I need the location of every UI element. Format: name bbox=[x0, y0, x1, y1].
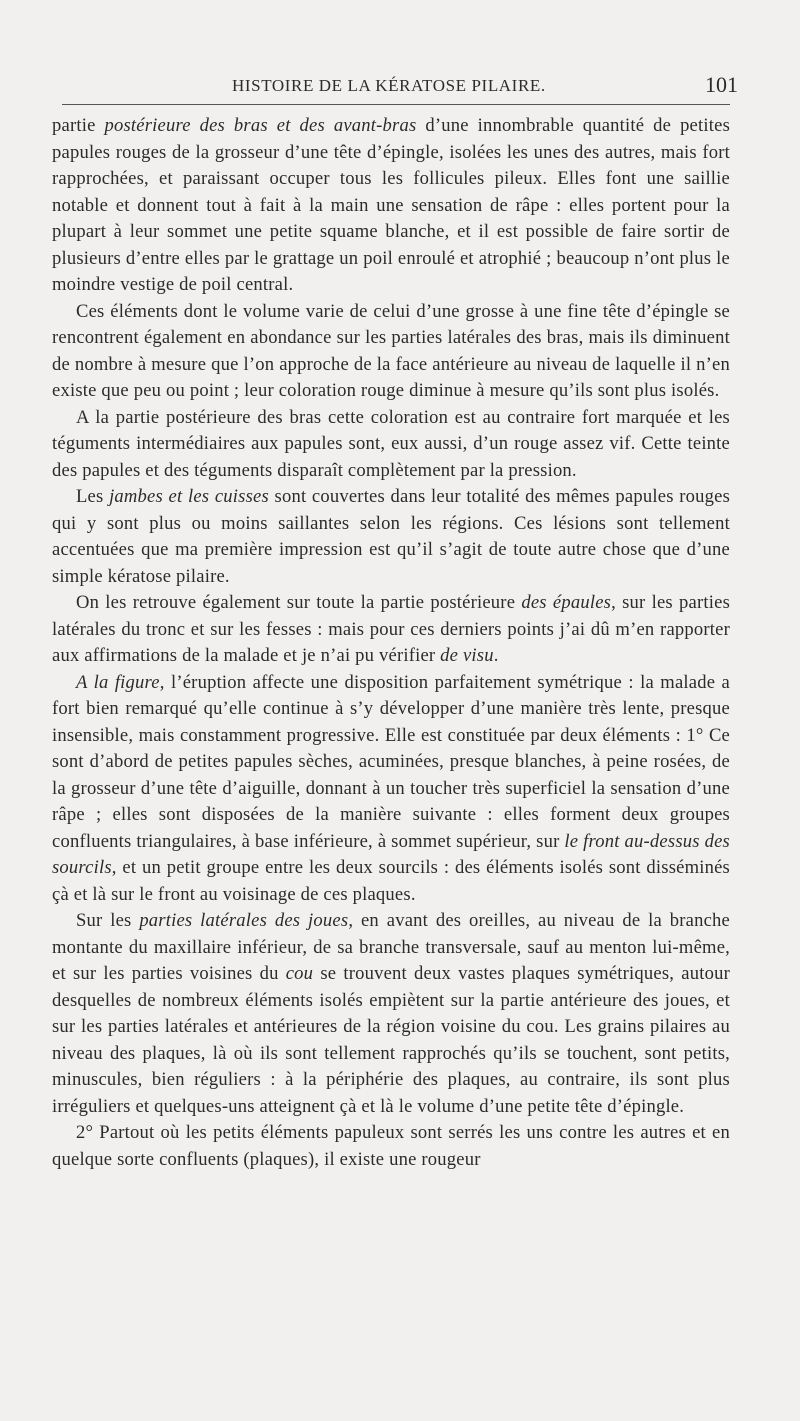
page-number: 101 bbox=[705, 72, 738, 97]
text-run: A la partie postérieure des bras cette coloration est au contraire fort marquée et les téguments intermédiaires aux papules sont, eux aussi, d’un rouge assez vif. Cette teinte des papules et des téguments disparaît complètement par la pression. bbox=[52, 406, 730, 481]
paragraph bbox=[52, 670, 730, 909]
text-run: , en avant des oreilles, au niveau de la branche montante du maxillaire inférieur, de sa branche transversale, sauf au menton lui-même, et sur les parties voisines du bbox=[52, 910, 730, 984]
italic-run: parties latérales des joues bbox=[139, 910, 349, 931]
page-header bbox=[52, 72, 738, 104]
text-run: Sur les bbox=[76, 910, 140, 931]
italic-run: le front au-dessus des sourcils bbox=[52, 830, 730, 878]
text-run: , sur les parties latérales du tronc et sur les fesses : mais pour ces derniers points j’ai dû m’en rapporter aux affirmations de la malade et je n’ai pu vérifier bbox=[52, 592, 730, 666]
italic-run: jambes et les cuisses bbox=[109, 486, 269, 507]
text-run: Ces éléments dont le volume varie de celui d’une grosse à une fine tête d’épingle se rencontrent également en abondance sur les parties latérales des bras, mais ils diminuent de nombre à mesure que l’on approche de la face antérieure au niveau de laquelle il n’en existe que peu ou point ; leur coloration rouge diminue à mesure qu’ils sont plus isolés. bbox=[52, 300, 730, 401]
paragraph bbox=[52, 590, 730, 670]
italic-run: des épaules bbox=[521, 592, 612, 613]
text-run: Les bbox=[76, 486, 110, 507]
paragraph bbox=[52, 484, 730, 590]
paragraph bbox=[52, 405, 730, 485]
italic-run: cou bbox=[285, 963, 314, 984]
text-run: 2° Partout où les petits éléments papuleux sont serrés les uns contre les autres et en quelque sorte confluents (plaques), il existe une rougeur bbox=[52, 1122, 730, 1170]
italic-run: postérieure des bras et des avant-bras bbox=[104, 115, 417, 136]
paragraph bbox=[52, 299, 730, 405]
paragraph bbox=[52, 908, 730, 1120]
italic-run: A la figure bbox=[76, 671, 160, 693]
paragraph bbox=[52, 1120, 730, 1173]
text-run: d’une innombrable quantité de petites papules rouges de la grosseur d’une tête d’épingle, isolées les unes des autres, mais fort rapprochées, et paraissant occuper tous les follicules pileux. Elles font une saillie notable et donnent tout à fait à la main une sensation de râpe : elles portent pour la plupart à leur sommet une petite squame blanche, et il est possible de faire sortir de plusieurs d’entre elles par le grattage un poil enroulé et atrophié ; beaucoup n’ont plus le moindre vestige de poil central. bbox=[52, 115, 731, 295]
italic-run: de visu bbox=[440, 645, 494, 666]
paragraph bbox=[52, 113, 730, 299]
text-run: , et un petit groupe entre les deux sourcils : des éléments isolés sont disséminés çà et là sur le front au voisinage de ces plaques. bbox=[52, 857, 730, 905]
body-text bbox=[52, 113, 730, 1173]
header-rule bbox=[62, 104, 730, 105]
text-run: . bbox=[493, 645, 499, 666]
text-run: partie bbox=[52, 115, 105, 136]
text-run: , l’éruption affecte une disposition parfaitement symétrique : la malade a fort bien remarqué qu’elle continue à s’y développer d’une manière très lente, presque insensible, mais constamment progressive. Elle est constituée par deux éléments : 1° Ce sont d’abord de petites papules sèches, acuminées, presque blanches, à peine rosées, de la grosseur d’une tête d’aiguille, donnant à un toucher très superficiel la sensation d’une râpe ; elles sont disposées de la manière suivante : elles forment deux groupes confluents triangulaires, à base inférieure, à sommet supérieur, sur bbox=[52, 671, 730, 852]
text-run: se trouvent deux vastes plaques symétriques, autour desquelles de nombreux éléments isolés empiètent sur la partie antérieure des joues, et sur les parties latérales et antérieures de la région voisine du cou. Les grains pilaires au niveau des plaques, là où ils sont tellement rapprochés qu’ils se touchent, sont petits, minuscules, bien réguliers : à la périphérie des plaques, au contraire, ils sont plus irréguliers et quelques-uns atteignent çà et là le volume d’une petite tête d’épingle. bbox=[52, 963, 730, 1117]
running-title: HISTOIRE DE LA KÉRATOSE PILAIRE. bbox=[232, 76, 546, 95]
text-run: sont couvertes dans leur totalité des mêmes papules rouges qui y sont plus ou moins saillantes selon les régions. Ces lésions sont tellement accentuées que ma première impression est qu’il s’agit de toute autre chose que d’une simple kératose pilaire. bbox=[52, 486, 731, 587]
text-run: On les retrouve également sur toute la partie postérieure bbox=[76, 592, 522, 613]
